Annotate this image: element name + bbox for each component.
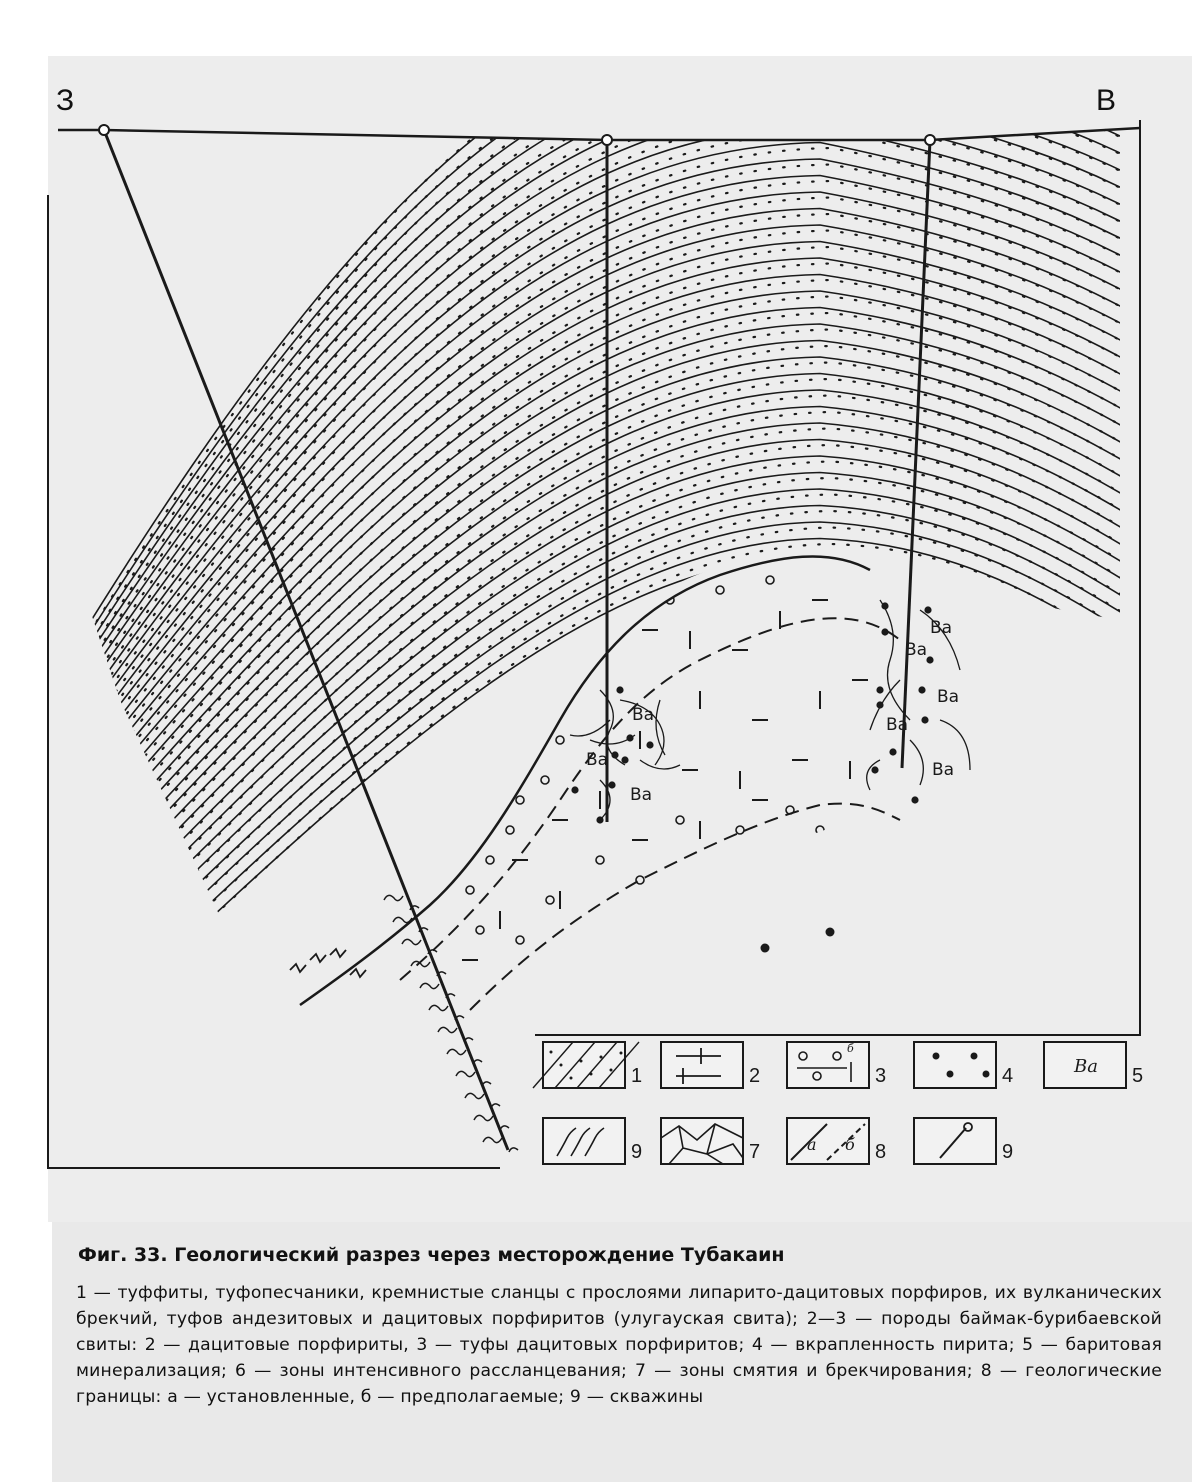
stratum-line <box>0 440 1180 1208</box>
tuff-circle <box>596 856 604 864</box>
legend-item-tuffites-dotted-lines <box>533 1042 642 1088</box>
borehole-2-collar <box>602 135 612 145</box>
crumple-mark <box>330 949 346 957</box>
legend-dot <box>947 1071 954 1078</box>
legend-dot <box>610 1069 613 1072</box>
legend-number: 9 <box>631 1141 643 1163</box>
stratum-line <box>0 341 1180 1129</box>
stratum-dots <box>0 247 1191 1056</box>
legend-number: 2 <box>749 1065 761 1087</box>
stratum-line <box>0 209 1180 1023</box>
schist-mark <box>402 939 421 944</box>
stratum-line <box>0 308 1180 1103</box>
legend-swatch <box>543 1118 625 1164</box>
tuff-circle <box>556 736 564 744</box>
barite-label: Ba <box>937 687 960 707</box>
legend-number: 7 <box>749 1141 761 1163</box>
tuff-circle <box>596 946 604 954</box>
tuff-circle <box>546 896 554 904</box>
pyrite-dot <box>881 602 888 609</box>
tuff-circle <box>696 896 704 904</box>
schist-mark <box>438 1027 457 1032</box>
legend-dot <box>590 1073 593 1076</box>
legend-item-pyrite-dissemination <box>914 1042 1013 1088</box>
barite-label: Ba <box>932 760 955 780</box>
pyrite-dot <box>881 628 888 635</box>
crumple-mark <box>290 964 306 972</box>
tuff-circle <box>736 826 744 834</box>
legend-barite-text: Ba <box>1074 1056 1098 1077</box>
legend-item-boreholes <box>914 1118 1013 1164</box>
legend-dot <box>570 1077 573 1080</box>
borehole-3 <box>902 140 930 768</box>
stratum-dots <box>0 181 1191 1004</box>
pyrite-dot <box>911 796 918 803</box>
tuff-circle <box>766 576 774 584</box>
pyrite-dot <box>924 606 931 613</box>
tuff-circle <box>516 1006 524 1014</box>
barite-label: Ba <box>586 750 609 770</box>
pyrite-dot <box>571 786 578 793</box>
legend-swatch <box>543 1042 625 1088</box>
breccia-line <box>910 740 923 785</box>
barite-label: Ba <box>630 785 653 805</box>
compass-west-label: З <box>56 84 75 117</box>
tuff-circle <box>636 876 644 884</box>
legend-boundary-a-label: а <box>807 1135 817 1154</box>
crumple-mark <box>350 969 366 977</box>
pyrite-dot <box>889 748 896 755</box>
legend-item-schistosity-zones <box>543 1118 642 1164</box>
legend-swatch <box>787 1118 869 1164</box>
legend-swatch <box>914 1042 996 1088</box>
tuff-circle <box>796 856 804 864</box>
pyrite-dot <box>611 751 618 758</box>
legend-dot <box>580 1060 583 1063</box>
legend-item-dacite-tuffs <box>787 1042 886 1088</box>
legend-number: 5 <box>1132 1065 1144 1087</box>
tuff-circle <box>536 966 544 974</box>
compass-east-label: В <box>1096 84 1117 117</box>
legend-item-crumpling-brecciation <box>661 1118 760 1164</box>
borehole-1-collar <box>99 125 109 135</box>
pyrite-dot <box>596 816 603 823</box>
legend-dot <box>620 1052 623 1055</box>
breccia-line <box>570 720 610 736</box>
tuff-circle <box>516 796 524 804</box>
legend-number: 4 <box>1002 1065 1014 1087</box>
schist-mark <box>465 1093 484 1098</box>
schist-mark <box>456 1071 475 1076</box>
tuff-circle <box>541 776 549 784</box>
breccia-line <box>867 760 880 790</box>
stratum-line <box>0 126 1180 957</box>
barite-label: Ba <box>905 640 928 660</box>
tuff-circle <box>506 826 514 834</box>
borehole-1 <box>104 130 508 1150</box>
legend-subletter: б <box>847 1042 854 1055</box>
pyrite-dot <box>876 701 883 708</box>
schist-mark <box>474 1115 493 1120</box>
barite-label: Ba <box>930 618 953 638</box>
legend-dot <box>600 1056 603 1059</box>
legend <box>533 1042 1143 1164</box>
tuff-circle <box>676 816 684 824</box>
legend-swatch <box>787 1042 869 1088</box>
pyrite-dot <box>621 756 628 763</box>
borehole-3-collar <box>925 135 935 145</box>
tuff-circle <box>636 916 644 924</box>
pyrite-dot <box>761 944 770 953</box>
stratum-line <box>0 176 1180 997</box>
schist-mark <box>447 1049 466 1054</box>
tuff-circle <box>486 856 494 864</box>
schist-mark <box>384 895 403 900</box>
legend-dot <box>933 1053 940 1060</box>
dacite-porphyrite-body <box>462 576 868 1014</box>
tuff-circle <box>466 886 474 894</box>
stratum-dots <box>0 231 1191 1044</box>
stratum-dots <box>0 115 1191 951</box>
figure-caption-body: 1 — туффиты, туфопесчаники, кремнистые сланцы с прослоями липарито-дацитовых порфиров, их вулканических брекчий, туфов андезитовых и дацитовых порфиритов (улугауская свита); 2—3 — породы баймак-бурибаевской свиты: 2 — дацитовые порфириты, 3 — туфы дацитовых порфиритов; 4 — вкрапленность пирита; 5 — баритовая минерализация; 6 — зоны интенсивного рассланцевания; 7 — зоны смятия и брекчирования; 8 — геологические границы: а — установленные, б — предполагаемые; 9 — скважины <box>76 1283 1162 1407</box>
legend-dot <box>560 1064 563 1067</box>
legend-item-dacite-porphyrites <box>661 1042 760 1088</box>
legend-dot <box>971 1053 978 1060</box>
barite-label: Ba <box>886 715 909 735</box>
schist-mark <box>393 917 412 922</box>
stratum-dots <box>0 280 1191 1083</box>
breccia-line <box>640 760 680 769</box>
figure-caption-title: Фиг. 33. Геологический разрез через месторождение Тубакаин <box>78 1244 785 1266</box>
schist-mark <box>509 1148 518 1152</box>
pyrite-dot <box>608 781 615 788</box>
stratum-dots <box>0 99 1191 938</box>
crumple-mark <box>310 954 326 962</box>
pyrite-dot <box>926 656 933 663</box>
schist-mark <box>483 1137 502 1142</box>
barite-label: Ba <box>632 705 655 725</box>
tuff-circle <box>756 876 764 884</box>
legend-number: 3 <box>875 1065 887 1087</box>
stratum-line <box>0 473 1180 1231</box>
legend-swatch <box>661 1118 743 1164</box>
legend-item-geologic-boundaries <box>787 1118 886 1164</box>
stratum-line <box>0 324 1180 1115</box>
legend-boundary-b-label: б <box>845 1135 855 1154</box>
tuff-circle <box>816 826 824 834</box>
pyrite-dot <box>921 716 928 723</box>
stratum-dots <box>0 445 1191 1215</box>
pyrite-dot <box>918 686 925 693</box>
legend-dot <box>983 1071 990 1078</box>
pyrite-dot <box>616 686 623 693</box>
stratum-dots <box>0 165 1191 991</box>
legend-number: 1 <box>631 1065 643 1087</box>
pyrite-dot <box>826 928 835 937</box>
pyrite-dot <box>626 734 633 741</box>
legend-dot <box>550 1051 553 1054</box>
tuff-circle <box>716 586 724 594</box>
tuff-circle <box>476 926 484 934</box>
pyrite-dot <box>646 741 653 748</box>
tuff-circle <box>586 976 594 984</box>
legend-number: 8 <box>875 1141 887 1163</box>
legend-item-barite <box>1044 1042 1143 1088</box>
pyrite-dot <box>871 766 878 773</box>
stratum-dots <box>0 132 1191 965</box>
schistosity-zone <box>290 895 518 1152</box>
schist-mark <box>420 983 439 988</box>
legend-swatch <box>661 1042 743 1088</box>
tuff-circle <box>516 936 524 944</box>
legend-number: 9 <box>1002 1141 1014 1163</box>
pyrite-dot <box>876 686 883 693</box>
schist-mark <box>429 1005 448 1010</box>
